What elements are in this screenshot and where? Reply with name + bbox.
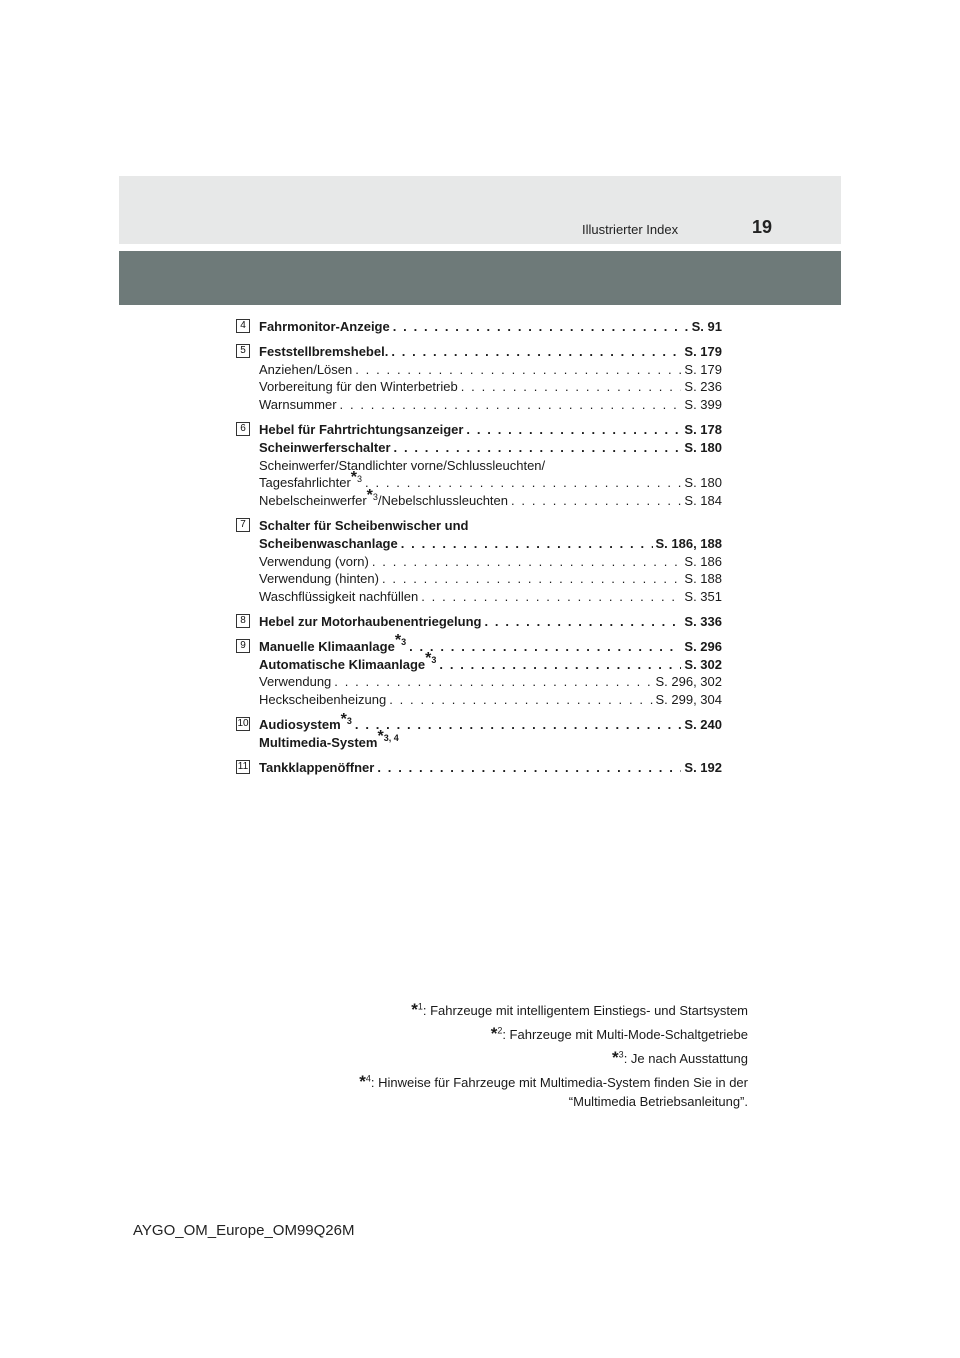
index-entry[interactable] bbox=[259, 486, 722, 510]
entry-label-text: Verwendung (hinten) bbox=[259, 571, 379, 587]
asterisk-icon: * bbox=[411, 1000, 418, 1019]
entry-label-text: Waschflüssigkeit nachfüllen bbox=[259, 589, 419, 605]
index-entry[interactable] bbox=[259, 396, 722, 414]
entry-label-text: Nebelscheinwerfer bbox=[259, 493, 367, 509]
index-group bbox=[236, 421, 722, 510]
entry-label bbox=[259, 673, 331, 691]
item-number-badge: 8 bbox=[236, 614, 250, 628]
entry-label bbox=[259, 378, 458, 396]
entry-label bbox=[259, 517, 469, 535]
entry-label bbox=[259, 632, 407, 656]
index-entry[interactable] bbox=[259, 378, 722, 396]
footnote-number: 3 bbox=[357, 474, 363, 485]
document-code: AYGO_OM_Europe_OM99Q26M bbox=[133, 1222, 355, 1239]
footnote-number: 3, 4 bbox=[383, 733, 399, 744]
index-group bbox=[236, 613, 722, 631]
page-reference[interactable]: S. 180 bbox=[684, 439, 722, 455]
entry-label-text: Vorbereitung für den Winterbetrieb bbox=[259, 379, 458, 395]
entry-label-text: Feststellbremshebel. bbox=[259, 343, 389, 359]
footnote-text: : Hinweise für Fahrzeuge mit Multimedia-System finden Sie in der bbox=[370, 1075, 748, 1090]
entry-label-text: Manuelle Klimaanlage bbox=[259, 638, 395, 654]
footnote-ref bbox=[394, 632, 407, 650]
leader-dots bbox=[421, 588, 681, 606]
leader-dots bbox=[389, 691, 652, 709]
footnote-ref bbox=[340, 710, 352, 728]
asterisk-icon: * bbox=[490, 1024, 498, 1043]
index-entry[interactable] bbox=[259, 588, 722, 606]
index-entries bbox=[236, 318, 722, 783]
entry-label-text: Hebel zur Motorhaubenentriegelung bbox=[259, 613, 482, 629]
footnote-ref bbox=[425, 650, 437, 668]
header-bar bbox=[119, 176, 841, 244]
footnote bbox=[228, 1070, 748, 1094]
leader-dots bbox=[511, 492, 681, 510]
entry-label-text: Tagesfahrlichter bbox=[259, 475, 351, 491]
index-entry[interactable] bbox=[259, 421, 722, 439]
page-reference[interactable]: S. 240 bbox=[684, 716, 722, 732]
leader-dots bbox=[484, 613, 681, 631]
index-entry[interactable] bbox=[259, 318, 722, 336]
entry-label bbox=[259, 710, 352, 734]
page-reference[interactable]: S. 351 bbox=[684, 589, 722, 605]
entry-label-text: Hebel für Fahrtrichtungsanzeiger bbox=[259, 421, 464, 437]
entry-label-text: Anziehen/Lösen bbox=[259, 361, 353, 377]
item-number-badge: 7 bbox=[236, 518, 250, 532]
page-reference[interactable]: S. 236 bbox=[684, 379, 722, 395]
footnote-text: : Fahrzeuge mit intelligentem Einstiegs- und Startsystem bbox=[422, 1003, 748, 1018]
asterisk-icon: * bbox=[340, 710, 347, 728]
page-reference[interactable]: S. 178 bbox=[684, 421, 722, 437]
entry-label-text: Audiosystem bbox=[259, 716, 341, 732]
entry-label-text: Warnsummer bbox=[259, 397, 337, 413]
entry-label bbox=[259, 650, 437, 674]
page-reference[interactable]: S. 192 bbox=[684, 759, 722, 775]
index-group bbox=[236, 318, 722, 336]
index-group bbox=[236, 517, 722, 606]
index-group bbox=[236, 759, 722, 777]
leader-dots bbox=[394, 439, 682, 457]
footnote-number: 3 bbox=[372, 491, 378, 502]
leader-dots bbox=[355, 716, 682, 734]
page-reference[interactable]: S. 179 bbox=[684, 361, 722, 377]
entry-label-text: Automatische Klimaanlage bbox=[259, 656, 426, 672]
leader-dots bbox=[340, 396, 682, 414]
footnote-number: 3 bbox=[431, 655, 437, 666]
asterisk-icon: * bbox=[366, 486, 373, 504]
footnote-ref bbox=[350, 469, 363, 487]
footnote-number: 2 bbox=[497, 1025, 503, 1036]
entry-label-text: Tankklappenöffner bbox=[259, 759, 375, 775]
index-entry[interactable] bbox=[259, 710, 722, 734]
index-entry[interactable] bbox=[259, 728, 722, 752]
index-group bbox=[236, 710, 722, 752]
leader-dots bbox=[393, 318, 689, 336]
index-entry[interactable] bbox=[259, 570, 722, 588]
page-number: 19 bbox=[752, 217, 773, 237]
page-reference[interactable]: S. 188 bbox=[684, 571, 722, 587]
index-entry[interactable] bbox=[259, 361, 722, 379]
entry-label bbox=[259, 613, 481, 631]
item-number-badge: 9 bbox=[236, 639, 250, 653]
footnote-number: 1 bbox=[417, 1001, 423, 1012]
entry-label-text: Scheibenwaschanlage bbox=[259, 535, 398, 551]
asterisk-icon: * bbox=[377, 728, 384, 746]
entry-label bbox=[259, 318, 390, 336]
entry-label-text: Fahrmonitor-Anzeige bbox=[259, 319, 390, 334]
entry-label bbox=[259, 457, 545, 475]
entry-label bbox=[259, 361, 352, 379]
entry-label-text: Multimedia-System bbox=[259, 734, 378, 750]
index-entry[interactable] bbox=[259, 469, 722, 492]
page-reference[interactable]: S. 180 bbox=[684, 475, 722, 491]
index-entry[interactable] bbox=[259, 691, 722, 709]
index-entry[interactable] bbox=[259, 535, 722, 553]
footnote-number: 3 bbox=[401, 637, 407, 648]
page-reference[interactable]: S. 296, 302 bbox=[655, 674, 722, 690]
index-entry[interactable] bbox=[259, 632, 722, 656]
index-entry[interactable] bbox=[259, 343, 722, 361]
leader-dots bbox=[355, 361, 681, 379]
entry-label-text: /Nebelschlussleuchten bbox=[377, 493, 508, 509]
section-title: Illustrierter Index bbox=[582, 222, 679, 237]
entry-label-text: Verwendung bbox=[259, 674, 332, 690]
page-reference[interactable]: S. 302 bbox=[684, 656, 722, 672]
footnote bbox=[228, 1046, 748, 1070]
footnote-text: : Je nach Ausstattung bbox=[623, 1051, 748, 1066]
index-entry[interactable] bbox=[259, 517, 722, 535]
index-entry[interactable] bbox=[259, 673, 722, 691]
entry-label bbox=[259, 759, 374, 777]
entry-label bbox=[259, 486, 508, 510]
leader-dots bbox=[372, 553, 682, 571]
page-reference[interactable]: S. 91 bbox=[691, 319, 722, 334]
leader-dots bbox=[409, 638, 681, 656]
leader-dots bbox=[377, 759, 681, 777]
entry-label-text: Verwendung (vorn) bbox=[259, 553, 369, 569]
entry-label bbox=[259, 691, 386, 709]
leader-dots bbox=[382, 570, 681, 588]
asterisk-icon: * bbox=[612, 1048, 619, 1067]
entry-label bbox=[259, 728, 399, 752]
footnote-ref bbox=[377, 728, 399, 746]
leader-dots bbox=[401, 535, 653, 553]
entry-label bbox=[259, 588, 418, 606]
item-number-badge: 4 bbox=[236, 319, 250, 333]
index-entry[interactable] bbox=[259, 457, 722, 475]
page-reference[interactable]: S. 179 bbox=[684, 343, 722, 359]
entry-label-text: Schalter für Scheibenwischer und bbox=[259, 517, 469, 533]
leader-dots bbox=[334, 673, 652, 691]
entry-label-text: Scheinwerfer/Standlichter vorne/Schlussleuchten/ bbox=[259, 457, 546, 473]
footnote-ref bbox=[366, 486, 378, 504]
entry-label-text: Heckscheibenheizung bbox=[259, 692, 387, 708]
entry-label bbox=[259, 553, 369, 571]
page-reference[interactable]: S. 296 bbox=[684, 638, 722, 654]
page-reference[interactable]: S. 186, 188 bbox=[655, 535, 722, 551]
asterisk-icon: * bbox=[359, 1072, 366, 1091]
leader-dots bbox=[461, 378, 682, 396]
footnotes bbox=[228, 998, 748, 1110]
entry-label bbox=[259, 396, 337, 414]
page-reference[interactable]: S. 299, 304 bbox=[655, 692, 722, 708]
section-banner bbox=[119, 251, 841, 305]
entry-label bbox=[259, 535, 398, 553]
item-number-badge: 11 bbox=[237, 760, 249, 772]
index-entry[interactable] bbox=[259, 759, 722, 777]
footnote-text: : Fahrzeuge mit Multi-Mode-Schaltgetriebe bbox=[502, 1027, 748, 1042]
entry-label bbox=[259, 343, 388, 361]
footnote bbox=[228, 998, 748, 1022]
leader-dots bbox=[391, 343, 681, 361]
entry-label bbox=[259, 570, 379, 588]
asterisk-icon: * bbox=[350, 469, 358, 487]
page-reference[interactable]: S. 186 bbox=[684, 553, 722, 569]
index-group bbox=[236, 632, 722, 709]
index-entry[interactable] bbox=[259, 650, 722, 674]
footnote-continuation: “Multimedia Betriebsanleitung”. bbox=[568, 1094, 748, 1109]
entry-label bbox=[259, 421, 463, 439]
asterisk-icon: * bbox=[425, 650, 432, 668]
footnote-number: 4 bbox=[365, 1073, 371, 1084]
index-entry[interactable] bbox=[259, 439, 722, 457]
leader-dots bbox=[365, 474, 681, 492]
footnote-number: 3 bbox=[618, 1049, 624, 1060]
page-reference[interactable]: S. 184 bbox=[684, 493, 722, 509]
index-entry[interactable] bbox=[259, 553, 722, 571]
leader-dots bbox=[466, 421, 681, 439]
index-entry[interactable] bbox=[259, 613, 722, 631]
footnote bbox=[228, 1022, 748, 1046]
entry-label-text: Scheinwerferschalter bbox=[259, 439, 391, 455]
item-number-badge: 5 bbox=[236, 344, 250, 358]
asterisk-icon: * bbox=[394, 632, 402, 650]
entry-label bbox=[259, 469, 363, 492]
item-number-badge: 6 bbox=[236, 422, 250, 436]
leader-dots bbox=[439, 656, 681, 674]
entry-label bbox=[259, 439, 391, 457]
page-reference[interactable]: S. 399 bbox=[684, 397, 722, 413]
item-number-badge: 10 bbox=[237, 717, 249, 729]
page-reference[interactable]: S. 336 bbox=[684, 613, 722, 629]
index-group bbox=[236, 343, 722, 414]
footnote-number: 3 bbox=[346, 715, 352, 726]
